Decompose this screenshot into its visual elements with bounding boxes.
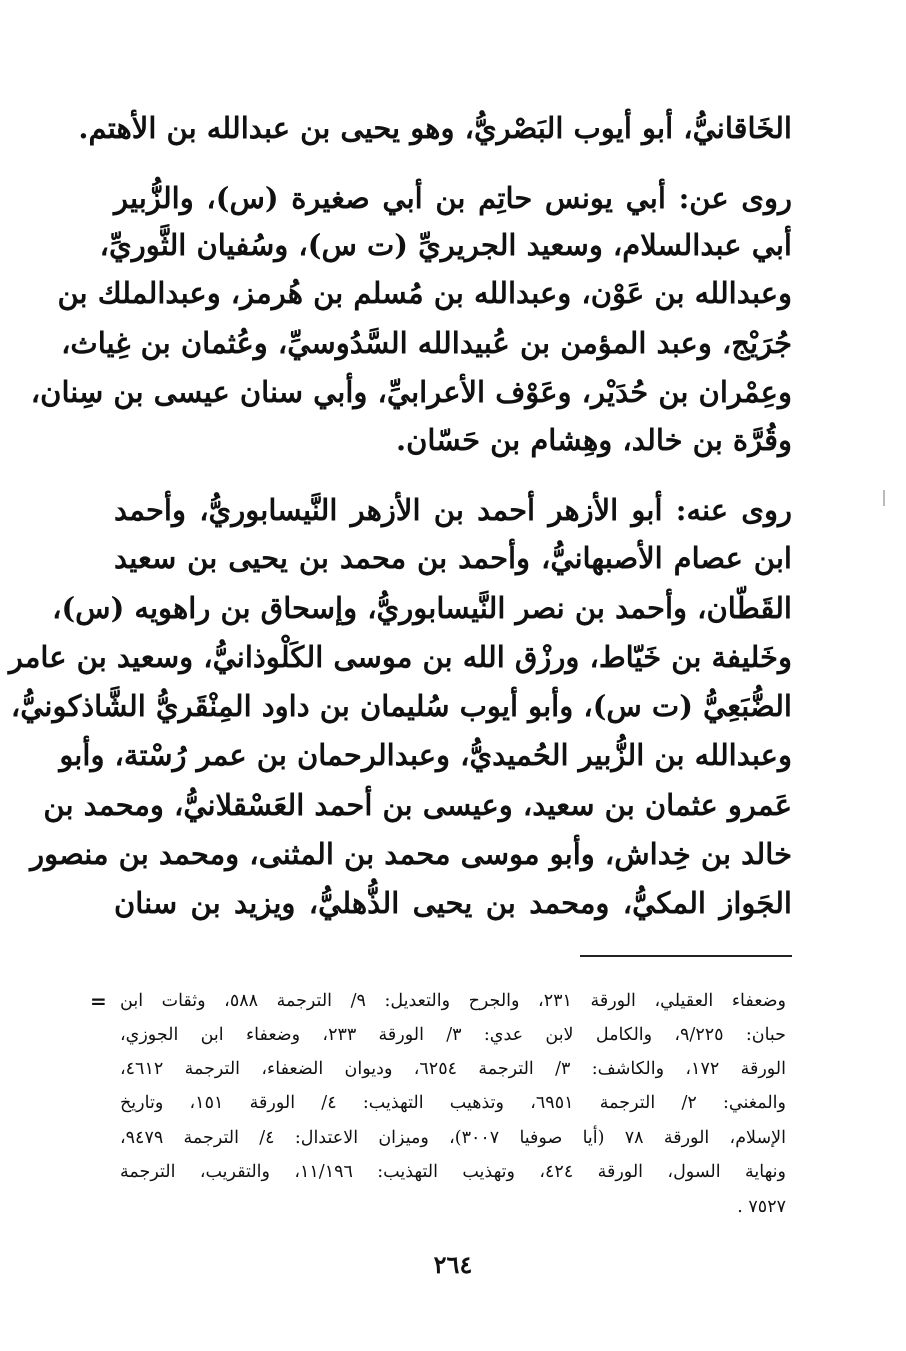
text-line-15: خالد بن خِداش، وأبو موسى محمد بن المثنى، ومحمد بن منصور (30, 837, 792, 871)
footnote-line-5: الإسلام، الورقة ٧٨ (أيا صوفيا ٣٠٠٧)، وميزان الاعتدال: ٤/ الترجمة ٩٤٧٩، (120, 1128, 786, 1148)
text-line-16: الجَواز المكيُّ، ومحمد بن يحيى الذُّهليُّ، ويزيد بن سنان (114, 886, 792, 920)
footnote-separator (580, 955, 792, 957)
text-line-2: روى عن: أبي يونس حاتِم بن أبي صغيرة (س)، والزُّبير (114, 181, 792, 215)
text-line-1: الخَاقانيُّ، أبو أيوب البَصْريُّ، وهو يحيى بن عبدالله بن الأهتم. (78, 111, 792, 145)
text-line-6: وعِمْران بن حُدَيْر، وعَوْف الأعرابيِّ، وأبي سنان عيسى بن سِنان، (30, 375, 792, 409)
text-line-11: وخَليفة بن خَيّاط، ورزْق الله بن موسى الكَلْوذانيُّ، وسعيد بن عامر (8, 640, 792, 674)
text-line-10: القَطّان، وأحمد بن نصر النَّيسابوريُّ، وإسحاق بن راهويه (س)، (52, 591, 792, 625)
footnote-line-3: الورقة ١٧٢، والكاشف: ٣/ الترجمة ٦٢٥٤، وديوان الضعفاء، الترجمة ٤٦١٢، (120, 1059, 787, 1079)
margin-scan-mark (883, 490, 885, 506)
text-line-8: روى عنه: أبو الأزهر أحمد بن الأزهر النَّيسابوريُّ، وأحمد (114, 493, 792, 527)
text-line-7: وقُرَّة بن خالد، وهِشام بن حَسّان. (395, 423, 792, 457)
footnote-line-2: حبان: ٩/٢٢٥، والكامل لابن عدي: ٣/ الورقة ٢٣٣، وضعفاء ابن الجوزي، (120, 1025, 786, 1045)
page-number: ٢٦٤ (433, 1250, 473, 1279)
text-line-9: ابن عصام الأصبهانيُّ، وأحمد بن محمد بن يحيى بن سعيد (114, 541, 792, 575)
text-line-14: عَمرو عثمان بن سعيد، وعيسى بن أحمد العَسْقلانيُّ، ومحمد بن (43, 788, 792, 822)
footnote-line-7: ٧٥٢٧ . (737, 1197, 786, 1217)
text-line-3: أبي عبدالسلام، وسعيد الجريريِّ (ت س)، وسُفيان الثَّوريِّ، (99, 228, 792, 262)
text-line-5: جُرَيْج، وعبد المؤمن بن عُبيدالله السَّدُوسيِّ، وعُثمان بن غِياث، (61, 326, 792, 360)
text-line-13: وعبدالله بن الزُّبير الحُميديُّ، وعبدالرحمان بن عمر رُسْتة، وأبو (59, 738, 792, 772)
text-line-4: وعبدالله بن عَوْن، وعبدالله بن مُسلم بن هُرمز، وعبدالملك بن (57, 276, 792, 310)
footnote-line-4: والمغني: ٢/ الترجمة ٦٩٥١، وتذهيب التهذيب: ٤/ الورقة ١٥١، وتاريخ (120, 1093, 786, 1113)
text-line-12: الضُّبَعِيُّ (ت س)، وأبو أيوب سُليمان بن داود المِنْقَريُّ الشَّاذكونيُّ، (10, 689, 792, 723)
footnote-line-1: وضعفاء العقيلي، الورقة ٢٣١، والجرح والتعديل: ٩/ الترجمة ٥٨٨، وثقات ابن (120, 991, 786, 1011)
footnote-line-6: ونهاية السول، الورقة ٤٢٤، وتهذيب التهذيب: ١١/١٩٦، والتقريب، الترجمة (120, 1162, 786, 1182)
footnote-continuation-mark: = (90, 989, 107, 1013)
